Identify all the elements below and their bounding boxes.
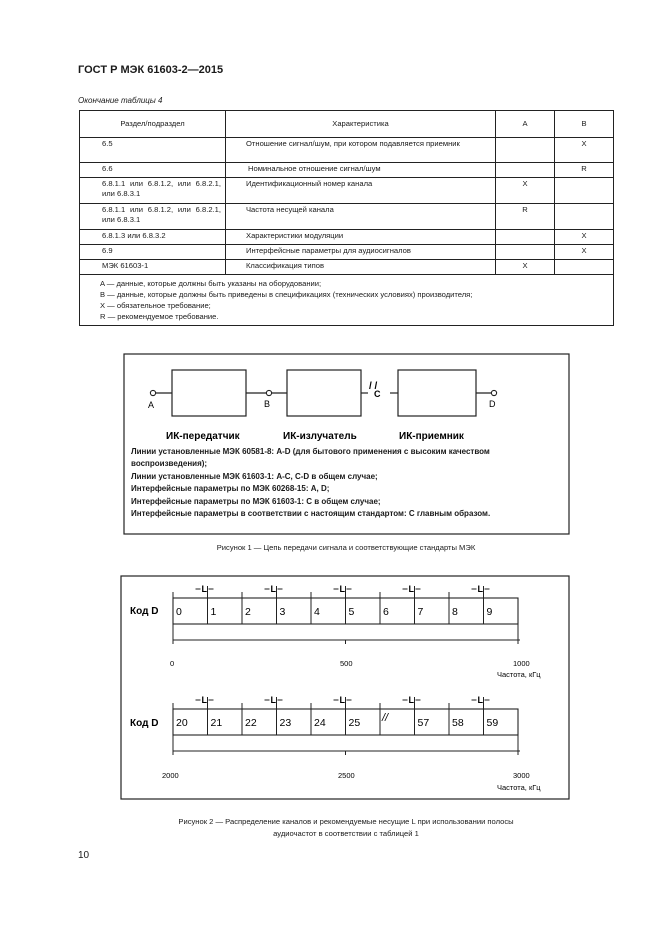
carrier-l-label: L (477, 584, 483, 594)
characteristic-cell: Классификация типов (226, 260, 496, 275)
ir-receiver-label: ИК-приемник (399, 431, 464, 442)
characteristic-cell: Идентификационный номер канала (226, 178, 496, 204)
axis-unit-label: Частота, кГц (497, 783, 541, 792)
figure-2-caption-line: аудиочастот в соответствии с таблицей 1 (273, 829, 419, 838)
channel-code: 9 (486, 606, 493, 618)
standards-line: Линии установленные МЭК 60581-8: A-D (для бытового применения с высоким качеством воспроизведения); (131, 447, 490, 469)
channel-code: 6 (383, 606, 389, 618)
section-cell: 6.8.1.1 или 6.8.1.2, или 6.8.2.1, или 6.8.3.1 (80, 178, 226, 204)
table-caption: Окончание таблицы 4 (78, 96, 163, 105)
column-header: Характеристика (226, 111, 496, 138)
carrier-l-label: L (477, 695, 483, 705)
channel-code: 21 (210, 717, 223, 729)
axis-unit-label: Частота, кГц (497, 670, 541, 679)
ir-transmitter-label: ИК-передатчик (166, 431, 240, 442)
carrier-l-label: L (270, 584, 276, 594)
carrier-l-label: L (339, 584, 345, 594)
a-cell: R (496, 204, 555, 230)
carrier-l-label: L (339, 695, 345, 705)
channel-row-2 (173, 695, 520, 755)
figure-2-caption (79, 816, 613, 840)
note-line: B — данные, которые должны быть приведены в спецификациях (технических условиях) производителя; (100, 290, 473, 299)
characteristic-cell: Интерфейсные параметры для аудиосигналов (226, 245, 496, 260)
axis-tick-label: 1000 (513, 659, 530, 668)
scale-break-mark: // (382, 712, 389, 724)
channel-code: 7 (417, 606, 424, 618)
a-cell: X (496, 260, 555, 275)
standards-line: Интерфейсные параметры в соответствии с настоящим стандартом: C главным образом. (131, 509, 491, 519)
column-header: A (496, 111, 555, 138)
column-header: B (555, 111, 614, 138)
figure-1-caption: Рисунок 1 — Цепь передачи сигнала и соответствующие стандарты МЭК (216, 543, 476, 552)
channel-code: 57 (417, 717, 430, 729)
channel-code: 25 (348, 717, 361, 729)
axis-tick-label: 500 (340, 659, 353, 668)
characteristic-cell: Частота несущей канала (226, 204, 496, 230)
section-cell: 6.9 (80, 245, 226, 260)
standards-line: Интерфейсные параметры по МЭК 60268-15: A, D; (131, 484, 330, 494)
standards-line: Линии установленные МЭК 61603-1: A-C, C-D в общем случае; (131, 471, 378, 481)
column-header: Раздел/подраздел (80, 111, 226, 138)
standards-line: Интерфейсные параметры по МЭК 61603-1: C в общем случае; (131, 496, 381, 506)
carrier-l-label: L (201, 584, 207, 594)
ir-emitter-label: ИК-излучатель (283, 431, 357, 442)
code-d-label: Код D (130, 606, 159, 617)
axis-tick-label: 0 (170, 659, 175, 668)
section-cell: 6.8.1.1 или 6.8.1.2, или 6.8.2.1, или 6.8.3.1 (80, 204, 226, 230)
b-cell: X (555, 245, 614, 260)
characteristic-cell: Характеристики модуляции (226, 230, 496, 245)
channel-code: 4 (314, 606, 320, 618)
carrier-l-label: L (408, 584, 414, 594)
section-cell: 6.5 (80, 138, 226, 163)
carrier-l-label: L (201, 695, 207, 705)
figure-2-caption-line: Рисунок 2 — Распределение каналов и рекомендуемые несущие L при использовании полосы (178, 817, 514, 826)
point-b-label: B (264, 399, 271, 409)
air-gap-mark: / / (369, 381, 378, 392)
note-line: A — данные, которые должны быть указаны на оборудовании; (100, 279, 322, 288)
point-c-label: C (374, 389, 381, 399)
page-number: 10 (78, 850, 90, 861)
channel-code: 24 (314, 717, 326, 729)
channel-code: 58 (452, 717, 464, 729)
b-cell: R (555, 163, 614, 178)
channel-code: 20 (176, 717, 188, 729)
section-cell: 6.8.1.3 или 6.8.3.2 (80, 230, 226, 245)
axis-tick-label: 2500 (338, 771, 355, 780)
point-a-label: A (148, 400, 155, 410)
carrier-l-label: L (408, 695, 414, 705)
section-cell: МЭК 61603-1 (80, 260, 226, 275)
channel-code: 59 (486, 717, 499, 729)
channel-code: 22 (245, 717, 257, 729)
note-line: R — рекомендуемое требование. (100, 312, 219, 321)
code-d-label: Код D (130, 718, 159, 729)
channel-code: 3 (279, 606, 286, 618)
note-line: X — обязательное требование; (100, 301, 211, 310)
channel-code: 23 (279, 717, 292, 729)
b-cell: X (555, 138, 614, 163)
channel-code: 5 (348, 606, 355, 618)
channel-code: 0 (176, 606, 182, 618)
channel-code: 8 (452, 606, 458, 618)
document-title: ГОСТ Р МЭК 61603-2—2015 (78, 64, 224, 76)
channel-code: 2 (245, 606, 251, 618)
b-cell: X (555, 230, 614, 245)
axis-tick-label: 2000 (162, 771, 179, 780)
axis-tick-label: 3000 (513, 771, 530, 780)
carrier-l-label: L (270, 695, 276, 705)
point-d-label: D (489, 399, 496, 409)
channel-code: 1 (210, 606, 217, 618)
characteristic-cell: Номинальное отношение сигнал/шум (226, 163, 496, 178)
channel-row-1 (173, 584, 520, 644)
section-cell: 6.6 (80, 163, 226, 178)
characteristic-cell: Отношение сигнал/шум, при котором подавляется приемник (226, 138, 496, 163)
a-cell: X (496, 178, 555, 204)
